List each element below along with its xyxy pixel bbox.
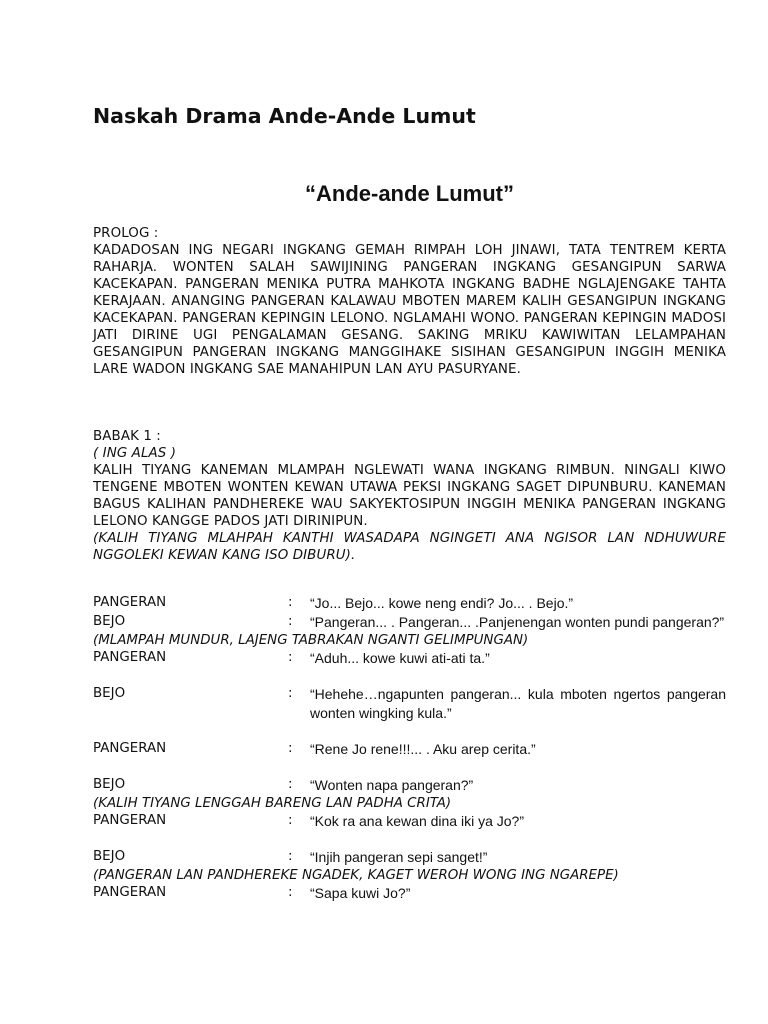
dialog-text: “Aduh... kowe kuwi ati-ati ta.”	[310, 650, 490, 666]
prolog-section	[93, 225, 726, 378]
speaker-colon: :	[288, 741, 293, 756]
dialog-line	[93, 649, 726, 668]
speaker-name: PANGERAN	[93, 595, 167, 610]
babak-1-section	[93, 428, 726, 564]
dialog-text: “Pangeran... . Pangeran... .Panjenengan wonten pundi pangeran?”	[310, 614, 725, 630]
speaker-colon: :	[288, 614, 293, 629]
stage-direction: (MLAMPAH MUNDUR, LAJENG TABRAKAN NGANTI GELIMPUNGAN)	[93, 633, 529, 648]
speaker-name: BEJO	[93, 849, 126, 864]
speaker-colon: :	[288, 777, 293, 792]
dialog-line	[93, 884, 726, 903]
dialog-text: “Kok ra ana kewan dina iki ya Jo?”	[310, 813, 524, 829]
dialog-text: “Hehehe…ngapunten pangeran... kula mboten ngertos pangeran wonten wingking kula.”	[310, 686, 726, 721]
babak-paragraph: KALIH TIYANG KANEMAN MLAMPAH NGLEWATI WANA INGKANG RIMBUN. NINGALI KIWO TENGENE MBOTEN WONTEN KEWAN UTAWA PEKSI INGKANG SAGET DIPUNBURU. KANEMAN BAGUS KALIHAN PANDHEREKE WAU SAKYEKTOSIPUN INGGIH MENIKA PANGERAN INGKANG LELONO KANGGE PADOS JATI DIRINIPUN.	[93, 463, 726, 529]
dialog-text: “Jo... Bejo... kowe neng endi? Jo... . Bejo.”	[310, 595, 574, 611]
dialog-line	[93, 685, 726, 723]
stage-direction: (KALIH TIYANG MLAHPAH KANTHI WASADAPA NGINGETI ANA NGISOR LAN NDHUWURE NGGOLEKI KEWAN KANG ISO DIBURU).	[93, 531, 726, 563]
speaker-colon: :	[288, 650, 293, 665]
prolog-paragraph: KADADOSAN ING NEGARI INGKANG GEMAH RIMPAH LOH JINAWI, TATA TENTREM KERTA RAHARJA. WONTEN SALAH SAWIJINING PANGERAN INGKANG GESANGIPUN SARWA KACEKAPAN. PANGERAN MENIKA PUTRA MAHKOTA INGKANG BADHE NGLAJENGAKE TAHTA KERAJAAN. ANANGING PANGERAN KALAWAU MBOTEN MAREM KALIH GESANGIPUN INGKANG KACEKAPAN. PANGERAN KEPINGIN LELONO. NGLAMAHI WONO. PANGERAN KEPINGIN MADOSI JATI DIRINE UGI PENGALAMAN GESANG. SAKING MRIKU KAWIWITAN LELAMPAHAN GESANGIPUN PANGERAN INGKANG MANGGIHAKE SISIHAN GESANGIPUN INGGIH MENIKA LARE WADON INGKANG SAE MANAHIPUN LAN AYU PASURYANE.	[93, 243, 726, 377]
dialog-text: “Wonten napa pangeran?”	[310, 777, 474, 793]
prolog-heading: PROLOG :	[93, 226, 159, 241]
dialog-line	[93, 812, 726, 831]
dialog-section	[93, 594, 726, 903]
dialog-line	[93, 740, 726, 759]
dialog-text: “Sapa kuwi Jo?”	[310, 885, 411, 901]
speaker-name: PANGERAN	[93, 813, 167, 828]
speaker-name: BEJO	[93, 777, 126, 792]
drama-subtitle: “Ande-ande Lumut”	[305, 181, 514, 206]
speaker-name: PANGERAN	[93, 885, 167, 900]
speaker-colon: :	[288, 885, 293, 900]
dialog-line	[93, 848, 726, 867]
dialog-line	[93, 776, 726, 795]
babak-heading: BABAK 1 :	[93, 429, 161, 444]
dialog-line	[93, 594, 726, 613]
dialog-text: “Rene Jo rene!!!... . Aku arep cerita.”	[310, 741, 536, 757]
speaker-colon: :	[288, 686, 293, 701]
stage-direction: (PANGERAN LAN PANDHEREKE NGADEK, KAGET WEROH WONG ING NGAREPE)	[93, 868, 619, 883]
speaker-name: BEJO	[93, 686, 126, 701]
speaker-name: PANGERAN	[93, 741, 167, 756]
dialog-text: “Injih pangeran sepi sanget!”	[310, 849, 488, 865]
speaker-colon: :	[288, 595, 293, 610]
speaker-colon: :	[288, 813, 293, 828]
speaker-colon: :	[288, 849, 293, 864]
dialog-line	[93, 613, 726, 632]
stage-direction: (KALIH TIYANG LENGGAH BARENG LAN PADHA CRITA)	[93, 796, 452, 811]
speaker-name: BEJO	[93, 614, 126, 629]
speaker-name: PANGERAN	[93, 650, 167, 665]
document-title: Naskah Drama Ande-Ande Lumut	[93, 104, 476, 128]
babak-setting: ( ING ALAS )	[93, 446, 177, 461]
